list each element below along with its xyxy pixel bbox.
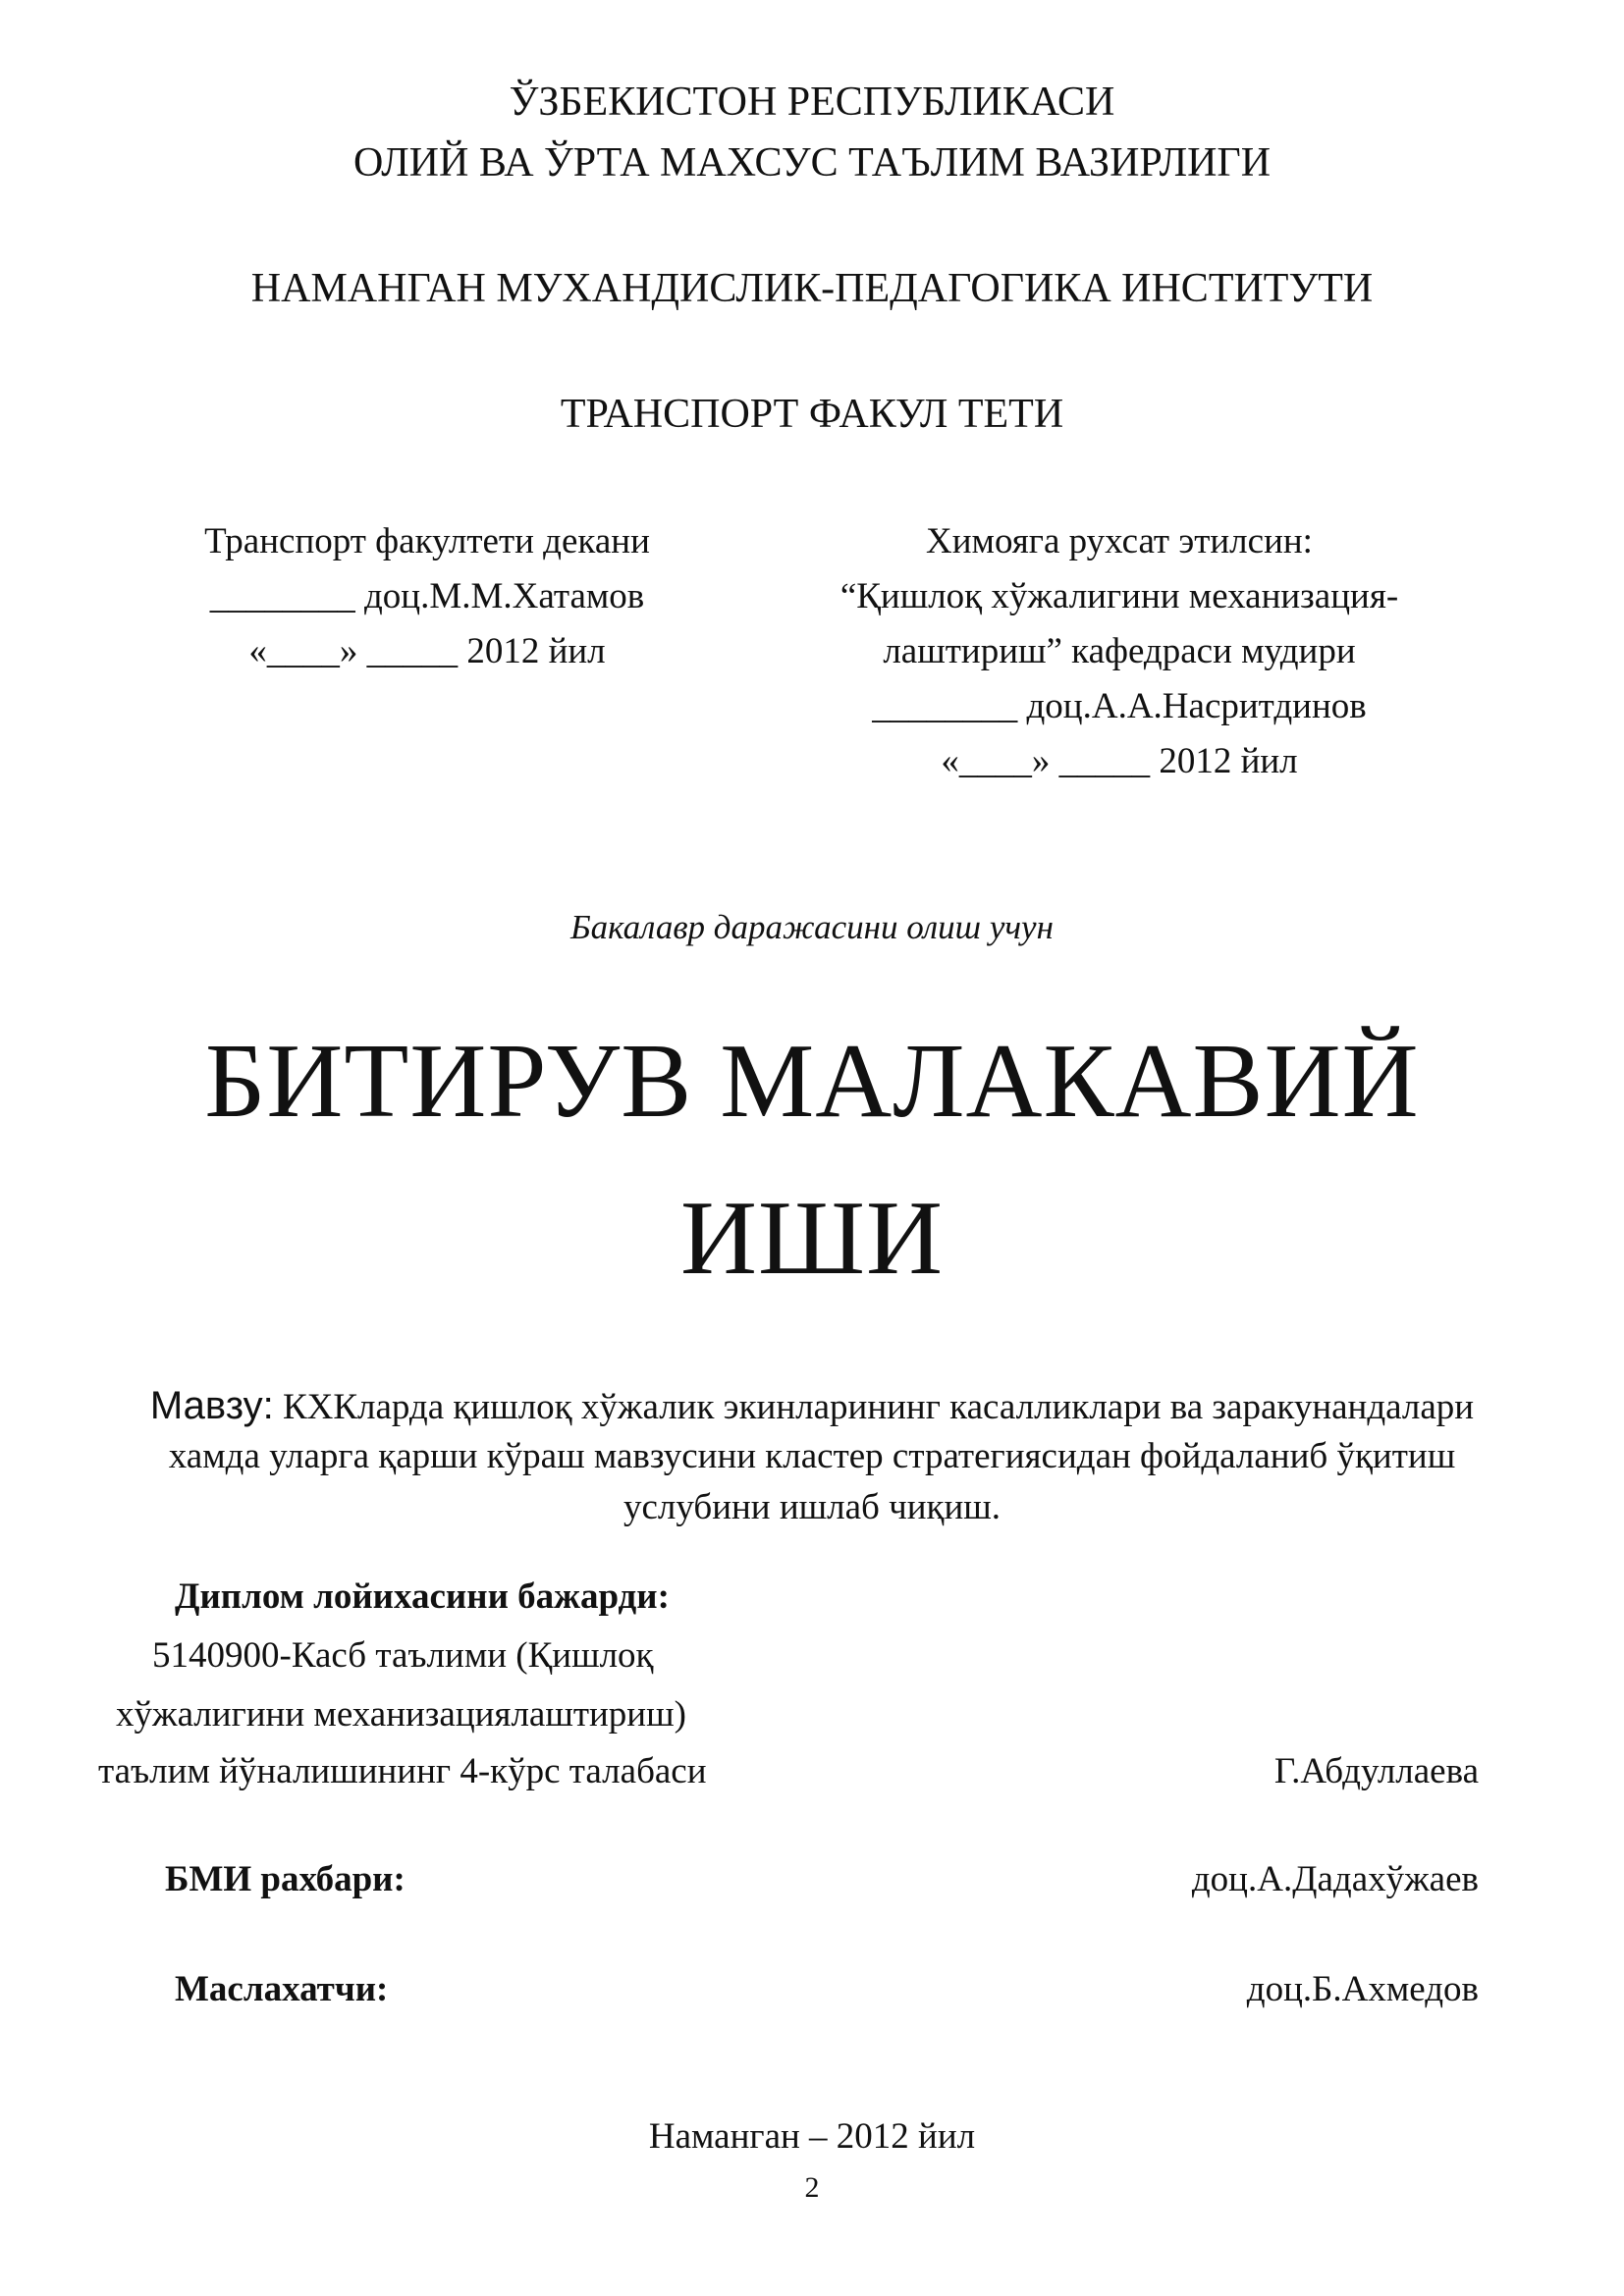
- dean-signature-line: ________ доц.М.М.Хатамов: [209, 576, 645, 616]
- head-signature-line: ________ доц.А.А.Насритдинов: [872, 686, 1367, 726]
- page-number: 2: [804, 2171, 820, 2204]
- document-title-line1: БИТИРУВ МАЛАКАВИЙ: [204, 1023, 1420, 1140]
- consultant-label: Маслахатчи:: [175, 1969, 389, 2009]
- institute-name: НАМАНГАН МУХАНДИСЛИК-ПЕДАГОГИКА ИНСТИТУТИ: [250, 266, 1374, 311]
- approval-heading: Химояга рухсат этилсин:: [926, 521, 1313, 561]
- performer-heading: Диплом лойихасини бажарди:: [175, 1576, 670, 1617]
- degree-note: Бакалавр даражасини олиш учун: [570, 908, 1054, 946]
- department-name-line2: лаштириш” кафедраси мудири: [883, 631, 1356, 671]
- head-date-line: «____» _____ 2012 йил: [941, 741, 1298, 781]
- topic-text-line3: услубини ишлаб чиқиш.: [623, 1487, 1001, 1527]
- ministry-name: ОЛИЙ ВА ЎРТА МАХСУС ТАЪЛИМ ВАЗИРЛИГИ: [352, 140, 1272, 186]
- performer-specialty-line2: хўжалигини механизациялаштириш): [116, 1694, 686, 1735]
- topic-line1: [0, 1384, 1624, 1428]
- topic-text-line1: КХКларда қишлоқ хўжалик экинларининг касалликлари ва заракунандалари: [273, 1387, 1475, 1427]
- faculty-name: ТРАНСПОРТ ФАКУЛ ТЕТИ: [560, 392, 1064, 437]
- supervisor-label: БМИ рахбари:: [165, 1859, 406, 1899]
- student-name: Г.Абдуллаева: [1273, 1751, 1479, 1791]
- country-name: ЎЗБЕКИСТОН РЕСПУБЛИКАСИ: [509, 80, 1115, 125]
- dean-title: Транспорт факултети декани: [204, 521, 650, 561]
- document-title-line2: ИШИ: [680, 1180, 944, 1297]
- performer-specialty-line1: 5140900-Касб таълими (Қишлоқ: [152, 1635, 654, 1676]
- dean-date-line: «____» _____ 2012 йил: [248, 631, 606, 671]
- consultant-name: доц.Б.Ахмедов: [1246, 1969, 1479, 2009]
- topic-text-line2: хамда уларга қарши кўраш мавзусини кластер стратегиясидан фойдаланиб ўқитиш: [168, 1436, 1456, 1476]
- supervisor-name: доц.А.Дадахўжаев: [1191, 1859, 1479, 1899]
- department-name-line1: “Қишлоқ хўжалигини механизация-: [839, 576, 1399, 616]
- topic-label: Мавзу:: [149, 1384, 274, 1427]
- performer-course-line: таълим йўналишининг 4-кўрс талабаси: [98, 1751, 707, 1791]
- city-year: Наманган – 2012 йил: [648, 2116, 976, 2157]
